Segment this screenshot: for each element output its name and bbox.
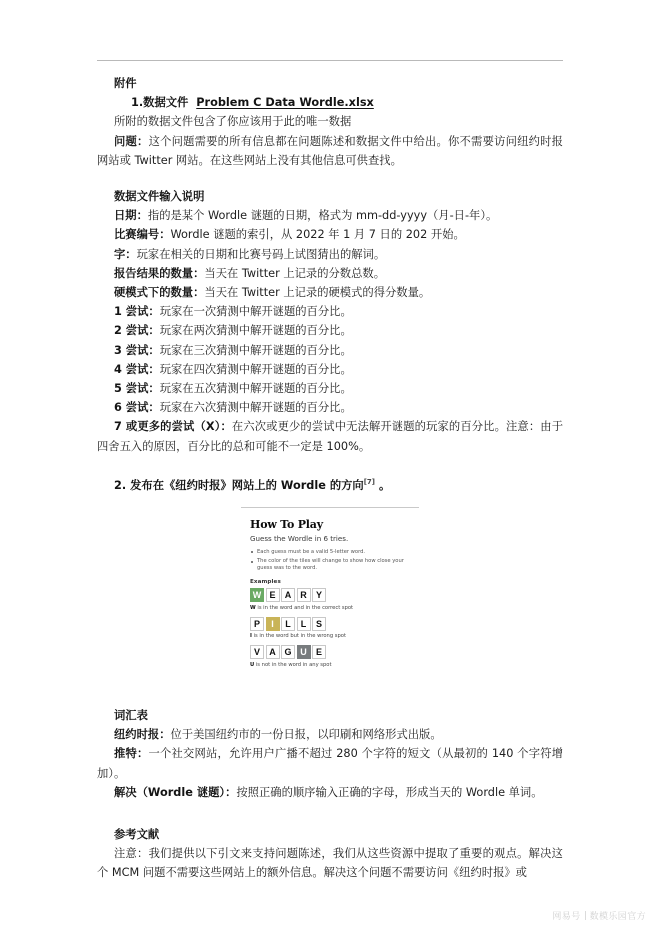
- section-1-note: [97, 132, 563, 170]
- wordle-tile: L: [297, 617, 311, 631]
- watermark-divider: [585, 911, 586, 920]
- wordle-tile: L: [281, 617, 295, 631]
- input-spec-entry: [97, 321, 563, 340]
- section-2-punct: 。: [378, 478, 391, 492]
- input-spec-entry: [97, 398, 563, 417]
- glossary-heading: 词汇表: [114, 708, 148, 722]
- howto-rules-list: [250, 549, 410, 573]
- wordle-tile: V: [250, 645, 264, 659]
- entry-label: 5 尝试：: [114, 382, 160, 396]
- caption-text: is in the word and in the correct spot: [255, 604, 354, 611]
- list-item: The color of the tiles will change to show how close your guess was to the word.: [250, 558, 410, 572]
- caption-text: is not in the word in any spot: [254, 661, 332, 668]
- section-1-title-cn: 数据文件: [143, 96, 189, 110]
- wordle-tile: W: [250, 588, 264, 602]
- entry-label: 2 尝试：: [114, 324, 160, 338]
- entry-text: 在六次或更少的尝试中无法解开谜题的玩家的百分比。注意：由于四舍五入的原因，百分比的总和可能不一定是 100%。: [97, 420, 563, 453]
- wordle-tile: P: [250, 617, 264, 631]
- wordle-tile: G: [281, 645, 295, 659]
- wordle-tile: A: [266, 645, 280, 659]
- entry-label: 比赛编号：: [114, 228, 171, 242]
- entry-label: 硬模式下的数量：: [114, 286, 205, 300]
- entry-label: 1 尝试：: [114, 305, 160, 319]
- section-2-number: 2.: [114, 478, 127, 492]
- wordle-tile-row: [250, 588, 410, 602]
- references-note-label: 注意：: [114, 847, 149, 861]
- entry-text: Wordle 谜题的索引，从 2022 年 1 月 7 日的 202 开始。: [170, 228, 465, 242]
- howto-examples-label: Examples: [250, 579, 281, 586]
- input-spec-entry: [97, 379, 563, 398]
- glossary-entry: [97, 744, 563, 782]
- wordle-howto-figure: [241, 495, 419, 683]
- entry-label: 7 或更多的尝试（X）：: [114, 420, 232, 434]
- howto-title: How To Play: [250, 517, 323, 531]
- howto-subtitle: Guess the Wordle in 6 tries.: [250, 533, 349, 543]
- input-spec-entry: [97, 360, 563, 379]
- wordle-tile: A: [281, 588, 295, 602]
- input-spec-heading: 数据文件输入说明: [114, 190, 205, 204]
- header-divider: [97, 60, 563, 61]
- appendix-heading: 附件: [114, 77, 137, 90]
- howto-example-caption: [250, 633, 410, 640]
- wordle-tile: E: [266, 588, 280, 602]
- wordle-tile: S: [312, 617, 326, 631]
- section-2-heading: [97, 473, 563, 495]
- glossary-text: 一个社交网站，允许用户广播不超过 280 个字符的短文（从最初的 140 个字符增加）。: [97, 747, 563, 780]
- glossary-label: 推特：: [114, 747, 149, 761]
- entry-text: 玩家在四次猜测中解开谜题的百分比。: [159, 362, 352, 376]
- glossary-label: 解决（Wordle 谜题）：: [114, 785, 237, 799]
- wordle-tile-row: [250, 645, 410, 659]
- wordle-tile: Y: [312, 588, 326, 602]
- glossary-entry: [97, 725, 563, 744]
- section-1-note-text: 这个问题需要的所有信息都在问题陈述和数据文件中给出。你不需要访问纽约时报网站或 Twitter 网站。在这些网站上没有其他信息可供查找。: [97, 134, 563, 167]
- entry-label: 4 尝试：: [114, 362, 160, 376]
- input-spec-entry: [97, 417, 563, 455]
- caption-letter: I: [250, 633, 252, 640]
- entry-text: 玩家在六次猜测中解开谜题的百分比。: [159, 401, 352, 415]
- caption-letter: W: [250, 604, 256, 611]
- input-spec-entry: [97, 341, 563, 360]
- entry-text: 指的是某个 Wordle 谜题的日期，格式为 mm-dd-yyyy（月-日-年）。: [147, 209, 498, 223]
- howto-example-caption: [250, 605, 410, 612]
- entry-text: 玩家在两次猜测中解开谜题的百分比。: [159, 324, 352, 338]
- document-content: [97, 74, 563, 883]
- list-item: Each guess must be a valid 5-letter word.: [250, 549, 410, 556]
- entry-text: 玩家在五次猜测中解开谜题的百分比。: [159, 382, 352, 396]
- references-heading: 参考文献: [114, 827, 160, 841]
- wordle-tile: U: [297, 645, 311, 659]
- input-spec-entry: [97, 225, 563, 244]
- section-1-line1: 所附的数据文件包含了你应该用于此的唯一数据: [114, 115, 352, 129]
- howto-example: [250, 645, 410, 669]
- glossary-text: 位于美国纽约市的一份日报，以印刷和网络形式出版。: [170, 728, 442, 742]
- howto-example-caption: [250, 662, 410, 669]
- entry-text: 当天在 Twitter 上记录的分数总数。: [204, 266, 385, 280]
- caption-letter: U: [250, 661, 255, 668]
- entry-label: 字：: [114, 247, 137, 261]
- section-1-file-name: Problem C Data Wordle.xlsx: [196, 96, 374, 110]
- entry-label: 日期：: [114, 209, 148, 223]
- entry-label: 报告结果的数量：: [114, 266, 205, 280]
- input-spec-entry: [97, 302, 563, 321]
- wordle-tile: R: [297, 588, 311, 602]
- watermark-left-text: 网易号: [552, 912, 581, 922]
- caption-text: is in the word but in the wrong spot: [251, 633, 346, 640]
- wordle-tile: I: [266, 617, 280, 631]
- glossary-label: 纽约时报：: [114, 728, 171, 742]
- howto-example: [250, 588, 410, 612]
- howto-example: [250, 617, 410, 641]
- wordle-tile: E: [312, 645, 326, 659]
- section-1-number: 1.: [131, 96, 144, 110]
- section-2-title: 发布在《纽约时报》网站上的 Wordle 的方向: [130, 478, 364, 492]
- entry-text: 玩家在相关的日期和比赛号码上试图猜出的解词。: [136, 247, 386, 261]
- glossary-entry: [97, 783, 563, 802]
- entry-text: 当天在 Twitter 上记录的硬模式的得分数量。: [204, 286, 431, 300]
- entry-text: 玩家在三次猜测中解开谜题的百分比。: [159, 343, 352, 357]
- input-spec-entry: [97, 206, 563, 225]
- watermark: [552, 909, 646, 922]
- references-note-text: 我们提供以下引文来支持问题陈述，我们从这些资源中提取了重要的观点。解决这个 MCM 问题不需要这些网站上的额外信息。解决这个问题不需要访问《纽约时报》或: [97, 847, 563, 880]
- section-1-note-label: 问题：: [114, 134, 149, 148]
- input-spec-entry: [97, 264, 563, 283]
- entry-label: 3 尝试：: [114, 343, 160, 357]
- wordle-tile-row: [250, 617, 410, 631]
- wordle-howto-card: [241, 507, 419, 683]
- entry-text: 玩家在一次猜测中解开谜题的百分比。: [159, 305, 352, 319]
- section-1-heading: [97, 93, 563, 112]
- watermark-right-text: 数模乐园官方: [589, 912, 646, 922]
- input-spec-entry: [97, 245, 563, 264]
- references-note: [97, 844, 563, 882]
- glossary-text: 按照正确的顺序输入正确的字母，形成当天的 Wordle 单词。: [236, 785, 543, 799]
- entry-label: 6 尝试：: [114, 401, 160, 415]
- input-spec-entry: [97, 283, 563, 302]
- footnote-marker: [7]: [363, 477, 376, 486]
